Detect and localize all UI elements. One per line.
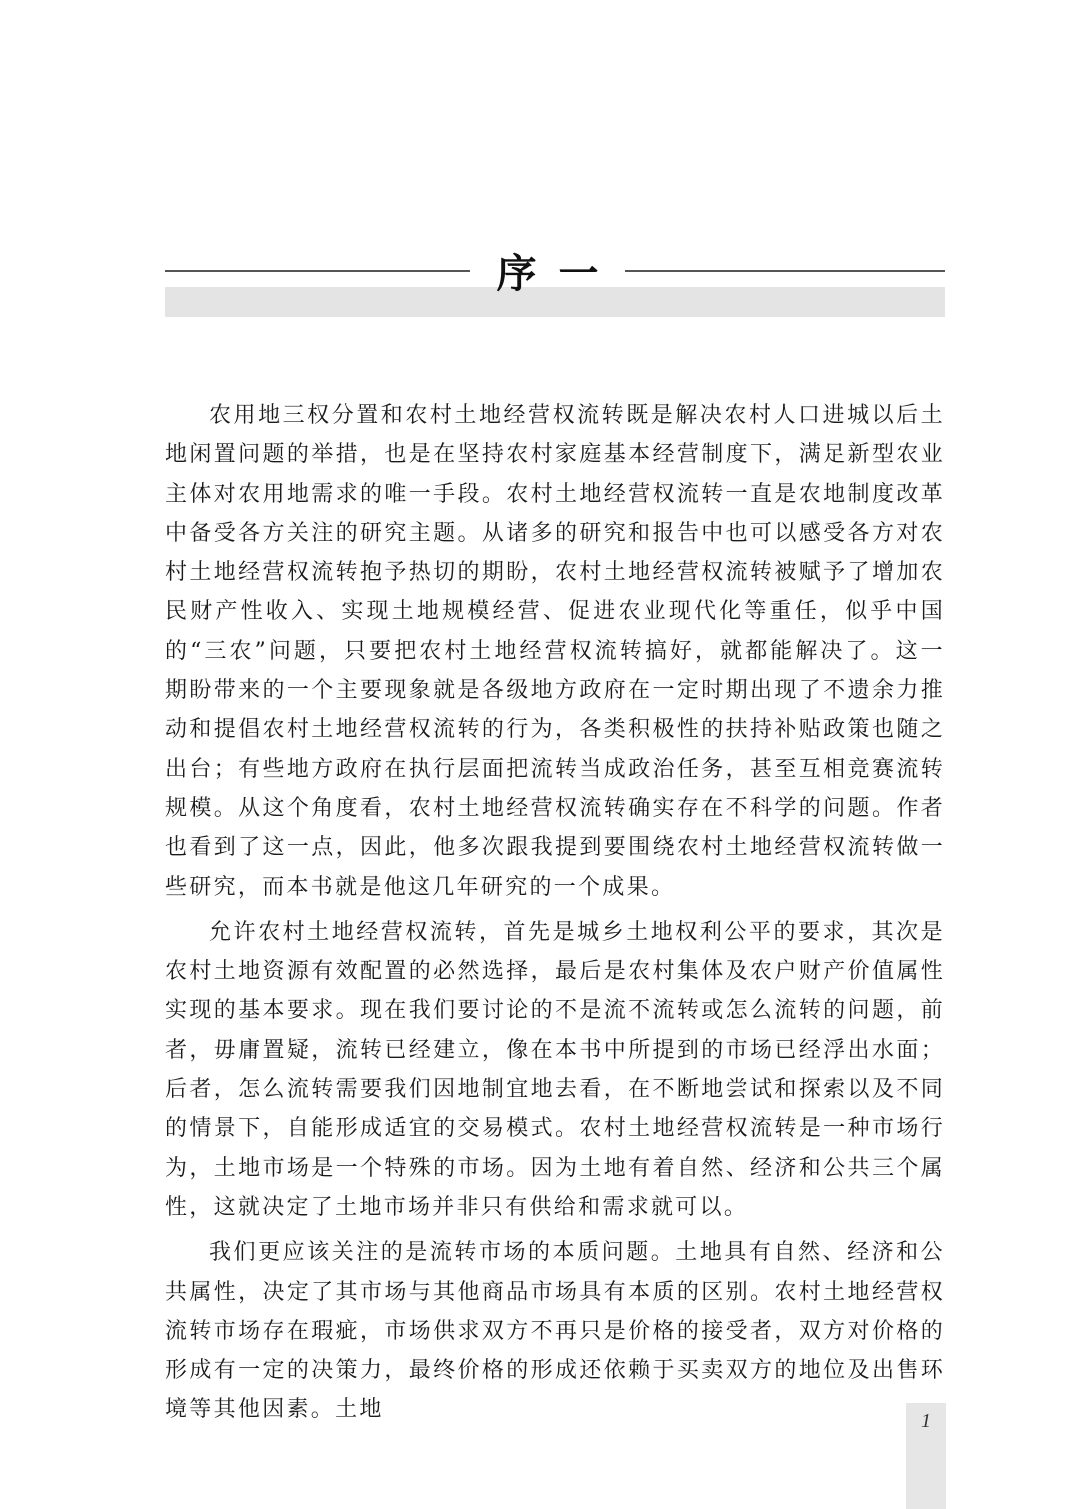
title-rule-right bbox=[625, 270, 945, 272]
body-text bbox=[165, 396, 945, 1436]
page-title: 序一 bbox=[496, 251, 621, 297]
paragraph-2: 允许农村土地经营权流转，首先是城乡土地权利公平的要求，其次是农村土地资源有效配置的必然选择，最后是农村集体及农户财产价值属性实现的基本要求。现在我们要讨论的不是流不流转或怎么流转的问题，前者，毋庸置疑，流转已经建立，像在本书中所提到的市场已经浮出水面；后者，怎么流转需要我们因地制宜地去看，在不断地尝试和探索以及不同的情景下，自能形成适宜的交易模式。农村土地经营权流转是一种市场行为，土地市场是一个特殊的市场。因为土地有着自然、经济和公共三个属性，这就决定了土地市场并非只有供给和需求就可以。 bbox=[165, 919, 945, 1220]
title-rule-left bbox=[165, 270, 470, 272]
page-number: 1 bbox=[921, 1410, 931, 1432]
paragraph-3: 我们更应该关注的是流转市场的本质问题。土地具有自然、经济和公共属性，决定了其市场与其他商品市场具有本质的区别。农村土地经营权流转市场存在瑕疵，市场供求双方不再只是价格的接受者，双方对价格的形成有一定的决策力，最终价格的形成还依赖于买卖双方的地位及出售环境等其他因素。土地 bbox=[165, 1240, 945, 1423]
paragraph-1: 农用地三权分置和农村土地经营权流转既是解决农村人口进城以后土地闲置问题的举措，也是在坚持农村家庭基本经营制度下，满足新型农业主体对农用地需求的唯一手段。农村土地经营权流转一直是农地制度改革中备受各方关注的研究主题。从诸多的研究和报告中也可以感受各方对农村土地经营权流转抱予热切的期盼，农村土地经营权流转被赋予了增加农民财产性收入、实现土地规模经营、促进农业现代化等重任，似乎中国的“三农”问题，只要把农村土地经营权流转搞好，就都能解决了。这一期盼带来的一个主要现象就是各级地方政府在一定时期出现了不遗余力推动和提倡农村土地经营权流转的行为，各类积极性的扶持补贴政策也随之出台；有些地方政府在执行层面把流转当成政治任务，甚至互相竞赛流转规模。从这个角度看，农村土地经营权流转确实存在不科学的问题。作者也看到了这一点，因此，他多次跟我提到要围绕农村土地经营权流转做一些研究，而本书就是他这几年研究的一个成果。 bbox=[165, 403, 945, 900]
